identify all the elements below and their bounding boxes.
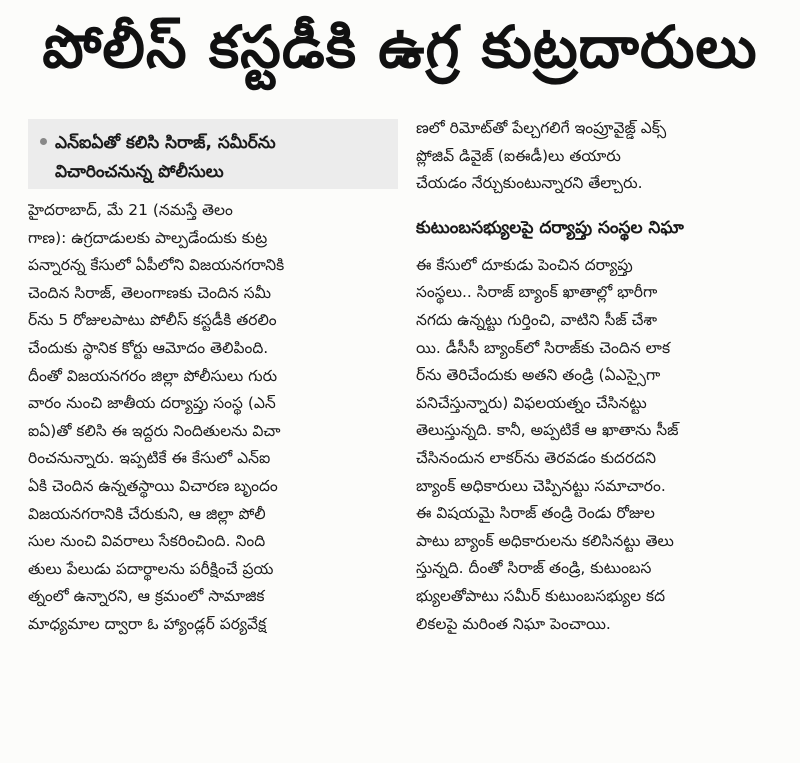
- text-line: నగదు ఉన్నట్టు గుర్తించి, వాటిని సీజ్ చేశా: [416, 310, 658, 329]
- text-line: చెందిన సిరాజ్, తెలంగాణకు చెందిన సమీ: [28, 283, 272, 302]
- text-line: ణలో రిమోట్‌తో పేల్చగలిగే ఇంప్రూవైజ్డ్ ఎక్స్: [416, 119, 667, 137]
- text-line: విజయనగరానికి చేరుకుని, ఆ జిల్లా పోలీ: [28, 504, 266, 523]
- text-line: భ్యులతోపాటు సమీర్ కుటుంబసభ్యుల కద: [416, 586, 666, 605]
- text-line: యి. డీసీసీ బ్యాంక్‌లో సిరాజ్‌కు చెందిన లాక: [416, 338, 671, 357]
- text-line: చేందుకు స్థానిక కోర్టు ఆమోదం తెలిపింది.: [28, 338, 269, 357]
- text-line: దీంతో విజయనగరం జిల్లా పోలీసులు గురు: [28, 366, 278, 385]
- highlight-line: ఎన్ఐఏతో కలిసి సిరాజ్, సమీర్‌ను: [55, 133, 276, 153]
- text-line: బ్యాంక్ అధికారులు చెప్పినట్టు సమాచారం.: [416, 476, 666, 495]
- bullet-icon: [40, 138, 47, 145]
- text-line: హైదరాబాద్, మే 21 (నమస్తే తెలం: [28, 201, 233, 219]
- text-line: పనిచేస్తున్నారు) విఫలయత్నం చేసినట్టు: [416, 393, 647, 412]
- left-body: [28, 197, 398, 639]
- text-line: లికలపై మరింత నిఘా పెంచాయి.: [416, 614, 611, 633]
- right-intro: [416, 115, 788, 198]
- headline: పోలీస్ కస్టడీకి ఉగ్ర కుట్రదారులు: [42, 12, 758, 81]
- text-line: పాటు బ్యాంక్ అధికారులను కలిసినట్టు తెలు: [416, 531, 674, 550]
- text-line: సంస్థలు.. సిరాజ్ బ్యాంక్ ఖాతాల్లో భారీగా: [416, 283, 658, 302]
- text-line: పన్నారన్న కేసులో ఏపీలోని విజయనగరానికి: [28, 256, 285, 275]
- highlight-line: విచారించనున్న పోలీసులు: [55, 162, 224, 182]
- text-line: స్తున్నది. దీంతో సిరాజ్ తండ్రి, కుటుంబస: [416, 559, 652, 578]
- right-body: [416, 252, 788, 638]
- text-line: ప్లోజివ్ డివైజ్ (ఐఈడీ)లు తయారు: [416, 146, 621, 165]
- text-line: ర్‌ను తెరిచేందుకు అతని తండ్రి (ఏఎస్సైగా: [416, 366, 661, 385]
- text-line: తెలుస్తున్నది. కానీ, అప్పటికే ఆ ఖాతాను సీజ్: [416, 421, 679, 440]
- text-line: ఏకి చెందిన ఉన్నతస్థాయి విచారణ బృందం: [28, 476, 278, 495]
- highlight-text: [55, 129, 276, 187]
- text-line: ర్‌ను 5 రోజులపాటు పోలీస్ కస్టడీకి తరలిం: [28, 311, 277, 330]
- text-line: గాణ): ఉగ్రదాడులకు పాల్పడేందుకు కుట్ర: [28, 228, 268, 247]
- text-line: ఐఏ)తో కలిసి ఈ ఇద్దరు నిందితులను విచా: [28, 421, 281, 440]
- text-line: రించనున్నారు. ఇప్పటికే ఈ కేసులో ఎన్ఐ: [28, 449, 271, 468]
- text-line: చేసినందున లాకర్‌ను తెరవడం కుదరదని: [416, 448, 657, 467]
- right-column: [416, 115, 788, 638]
- text-line: త్నంలో ఉన్నారని, ఆ క్రమంలో సామాజిక: [28, 587, 265, 606]
- text-line: మాధ్యమాల ద్వారా ఓ హ్యాండ్లర్ పర్యవేక్ష: [28, 614, 267, 633]
- text-line: ఈ విషయమై సిరాజ్ తండ్రి రెండు రోజుల: [416, 504, 655, 523]
- subheading: కుటుంబసభ్యులపై దర్యాప్తు సంస్థల నిఘా: [416, 217, 684, 238]
- text-line: సుల నుంచి వివరాలు సేకరించింది. నింది: [28, 532, 266, 551]
- text-line: తులు పేలుడు పదార్థాలను పరీక్షించే ప్రయ: [28, 559, 274, 578]
- text-line: వారం నుంచి జాతీయ దర్యాప్తు సంస్థ (ఎన్: [28, 394, 276, 413]
- text-line: చేయడం నేర్చుకుంటున్నారని తేల్చారు.: [416, 174, 643, 193]
- text-line: ఈ కేసులో దూకుడు పెంచిన దర్యాప్తు: [416, 255, 633, 274]
- left-column: [28, 115, 398, 639]
- highlight-box: [28, 119, 398, 189]
